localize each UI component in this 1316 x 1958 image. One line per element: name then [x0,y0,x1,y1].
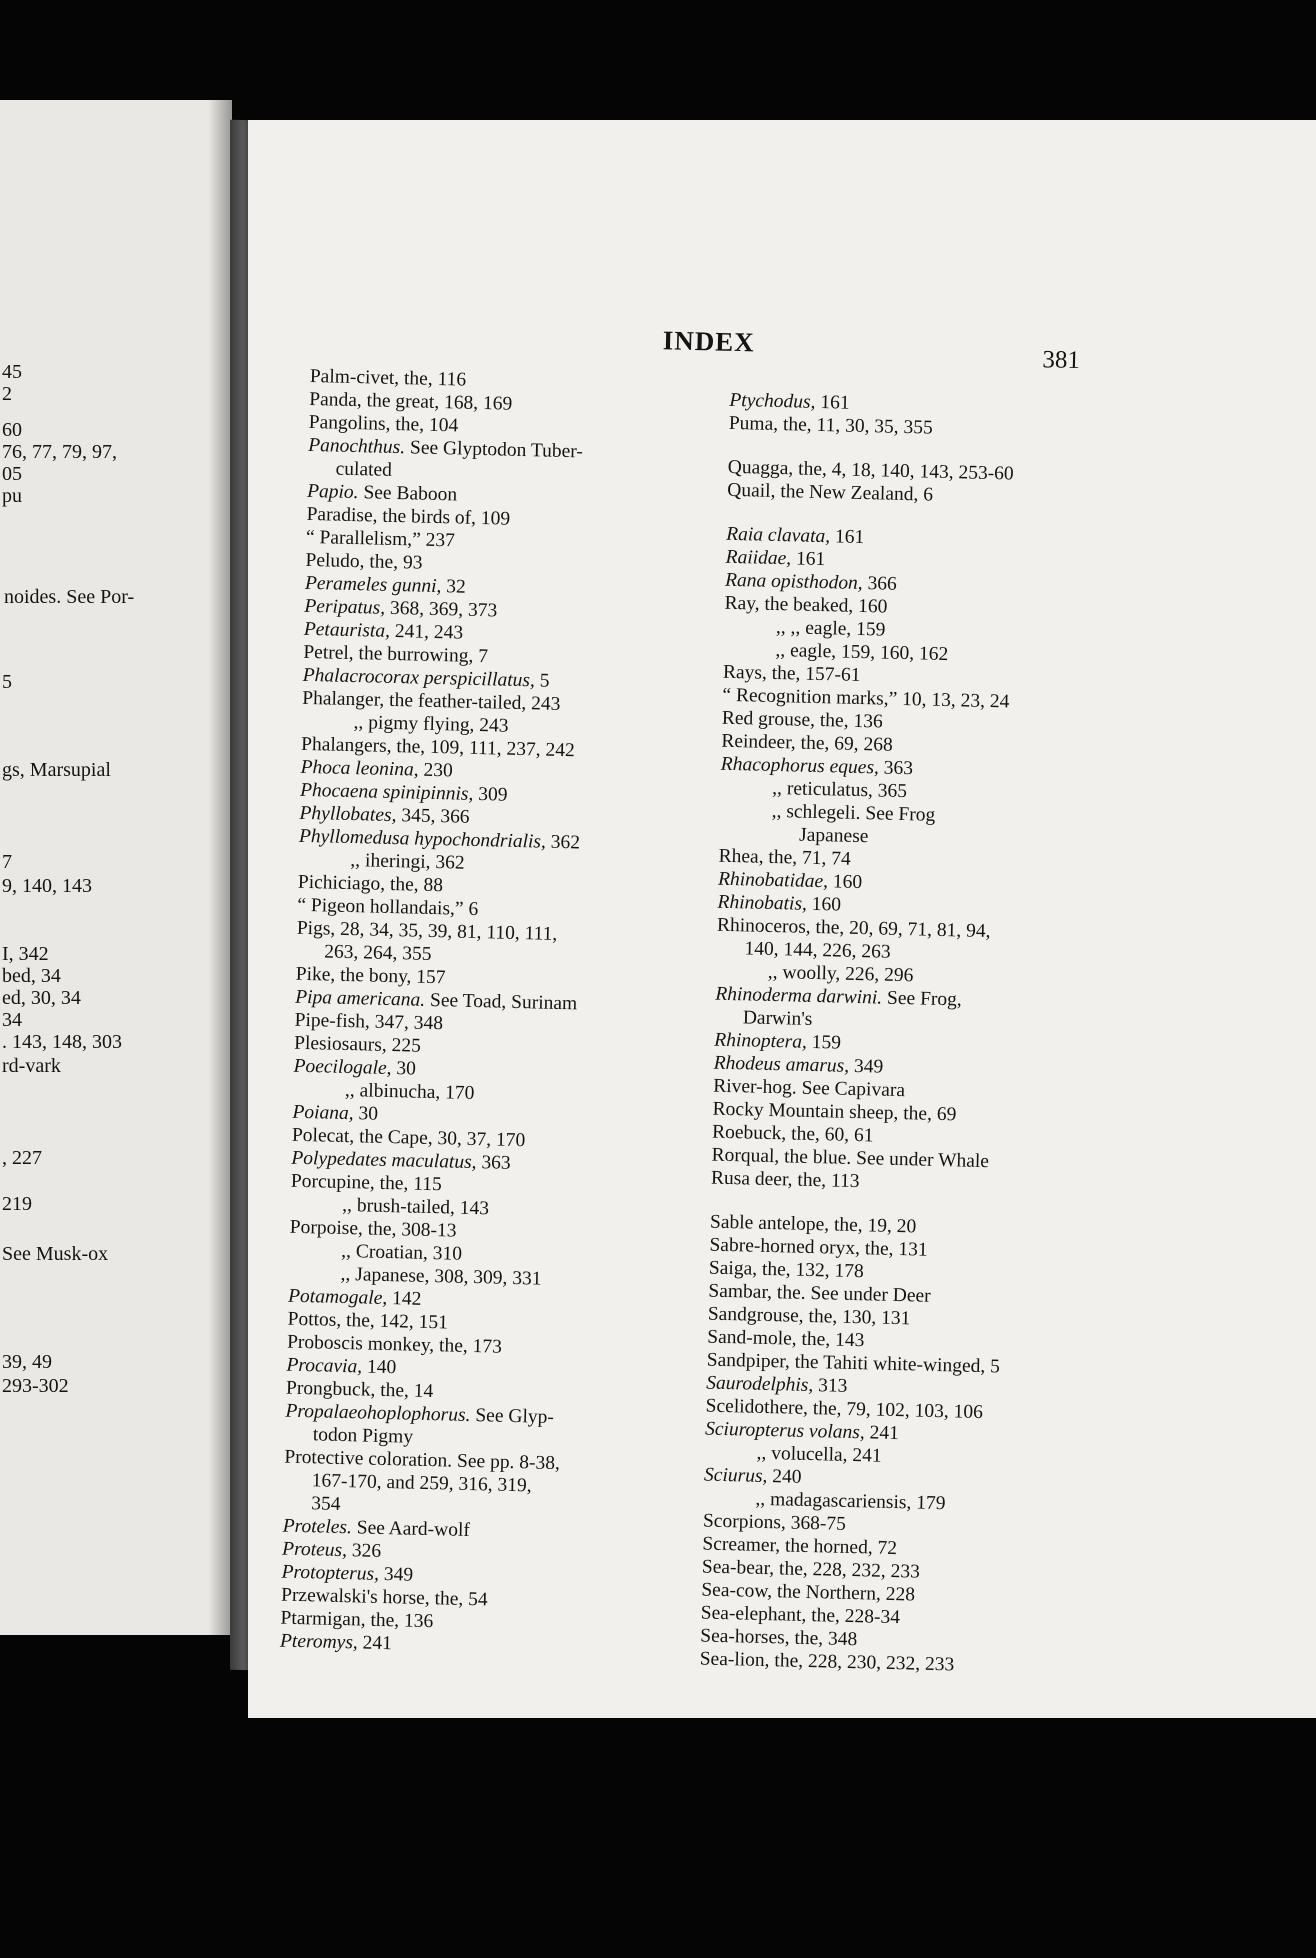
entry-text: 349 [378,1563,414,1586]
entry-text: “ Parallelism,” 237 [305,526,456,552]
entry-text: 309 [473,783,508,806]
entry-text: See Aard-wolf [351,1517,471,1542]
entry-text: 161 [790,548,826,571]
entry-subentry: ,, iheringi, 362 [350,850,465,874]
facing-page-fragment: 76, 77, 79, 97, [2,441,117,463]
entry-text: “ Pigeon hollandais,” 6 [297,894,479,921]
entry-text: 161 [815,391,850,414]
entry-italic-term: Phoca leonina, [300,756,419,781]
left-page [0,100,232,1635]
entry-text: Panda, the great, 168, 169 [309,388,513,415]
facing-page-fragment: 293-302 [2,1375,69,1397]
entry-text: Sandgrouse, the, 130, 131 [707,1303,911,1330]
entry-text: Sable antelope, the, 19, 20 [709,1211,917,1238]
entry-text: 313 [813,1375,848,1397]
entry-text: Rorqual, the blue. See under Whale [711,1144,990,1173]
entry-italic-term: Raiidae, [725,546,792,570]
entry-text: Rusa deer, the, 113 [710,1167,860,1193]
entry-text: See Glyptodon Tuber- [404,437,584,463]
entry-text: Przewalski's horse, the, 54 [280,1584,488,1611]
entry-subentry: ,, Japanese, 308, 309, 331 [340,1263,542,1290]
entry-text: Scorpions, 368-75 [702,1510,847,1535]
entry-text: Protective coloration. See pp. 8-38, [284,1446,561,1475]
entry-text: Sabre-horned oryx, the, 131 [709,1234,928,1261]
entry-text: Ptarmigan, the, 136 [280,1607,434,1633]
entry-text: Sambar, the. See under Deer [708,1280,931,1307]
entry-text: 241 [357,1632,393,1655]
entry-italic-term: Polypedates maculatus, [291,1147,477,1174]
entry-text: Quail, the New Zealand, 6 [727,479,934,506]
entry-subentry: ,, albinucha, 170 [344,1079,475,1105]
entry-text: 230 [418,759,454,782]
entry-text: Reindeer, the, 69, 268 [721,730,893,756]
entry-text: 368, 369, 373 [384,597,498,622]
entry-text: Pigs, 28, 34, 35, 39, 81, 110, 111, [296,917,558,945]
entry-text: 32 [441,576,467,598]
entry-italic-term: Sciuropterus volans, [704,1418,865,1444]
entry-text: Quagga, the, 4, 18, 140, 143, 253-60 [727,456,1014,485]
facing-page-fragment: , 227 [2,1147,42,1169]
entry-text: Pangolins, the, 104 [308,411,459,437]
entry-text: Rays, the, 157-61 [722,661,861,687]
entry-text: Rhea, the, 71, 74 [718,845,851,870]
entry-text: Saiga, the, 132, 178 [708,1257,865,1283]
entry-continuation: todon Pigmy [312,1424,414,1448]
entry-subentry: ,, brush-tailed, 143 [342,1194,490,1220]
entry-text: Paradise, the birds of, 109 [306,503,511,530]
entry-continuation: 167-170, and 259, 316, 319, [311,1470,532,1497]
facing-page-fragment: rd-vark [2,1055,61,1077]
entry-subentry: ,, reticulatus, 365 [772,777,908,803]
entry-text: 241, 243 [389,620,464,644]
entry-italic-term: Procavia, [286,1354,363,1378]
entry-italic-term: Rhinobatis, [717,891,808,915]
facing-page-fragment: 45 [2,361,22,383]
entry-italic-term: Ptychodus, [729,389,816,413]
entry-italic-term: Propalaeohoplophorus. [285,1400,471,1427]
entry-text: Phalangers, the, 109, 111, 237, 242 [300,733,576,762]
entry-text: 160 [827,871,863,894]
facing-page-fragment: noides. See Por- [4,586,135,608]
entry-text: Porpoise, the, 308-13 [289,1216,457,1242]
entry-italic-term: Proteles. [282,1515,353,1539]
entry-text: Proboscis monkey, the, 173 [286,1331,503,1358]
index-column-right [699,389,1139,1680]
facing-page-fragment: 2 [2,383,12,405]
entry-italic-term: Phalacrocorax perspicillatus, [302,664,536,692]
entry-text: Polecat, the Cape, 30, 37, 170 [291,1124,526,1152]
entry-text: Sea-elephant, the, 228-34 [700,1602,901,1629]
entry-text: 241 [864,1422,900,1445]
facing-page-fragment: . 143, 148, 303 [2,1031,122,1053]
facing-page-fragment: 7 [2,851,12,873]
entry-text: 362 [545,831,581,854]
entry-italic-term: Peripatus, [304,595,386,619]
facing-page-fragment: 5 [2,671,12,693]
entry-subentry: ,, ,, eagle, 159 [775,617,886,641]
entry-italic-term: Protopterus, [281,1561,380,1585]
entry-text: 366 [862,573,898,595]
entry-text: Sandpiper, the Tahiti white-winged, 5 [706,1349,1001,1378]
entry-text: Prongbuck, the, 14 [285,1377,434,1403]
facing-page-fragment: ed, 30, 34 [2,987,81,1009]
entry-text: Roebuck, the, 60, 61 [711,1121,874,1147]
entry-text: Rhinoceros, the, 20, 69, 71, 81, 94, [716,914,991,943]
entry-continuation: 263, 264, 355 [324,941,432,965]
entry-text: Rocky Mountain sheep, the, 69 [712,1098,957,1126]
entry-text: 160 [806,893,842,916]
entry-italic-term: Pipa americana. [294,986,426,1011]
entry-text: Peludo, the, 93 [305,549,423,574]
entry-text: Sea-cow, the Northern, 228 [701,1579,916,1606]
facing-page-fragment: I, 342 [2,943,49,965]
entry-text: Pottos, the, 142, 151 [287,1308,449,1334]
entry-text: 345, 366 [396,805,470,828]
entry-text: Petrel, the burrowing, 7 [303,641,489,668]
entry-continuation: Japanese [798,824,869,848]
page-content [248,120,1316,1718]
index-entry [283,1446,665,1524]
page-number: 381 [1042,346,1081,375]
entry-italic-term: Rhinoptera, [714,1029,808,1053]
facing-page-fragment: See Musk-ox [2,1243,109,1265]
entry-text: Plesiosaurs, 225 [293,1032,422,1057]
entry-text: Pike, the bony, 157 [295,963,446,989]
entry-text: See Frog, [881,987,963,1011]
entry-text: 363 [476,1152,511,1174]
facing-page-fragment: 219 [2,1193,32,1215]
entry-text: Scelidothere, the, 79, 102, 103, 106 [705,1395,984,1424]
facing-page-fragment: 60 [2,419,22,441]
entry-italic-term: Rhodeus amarus, [713,1052,850,1077]
entry-text: River-hog. See Capivara [712,1075,906,1102]
entry-text: “ Recognition marks,” 10, 13, 23, 24 [722,684,1010,713]
entry-subentry: ,, volucella, 241 [756,1442,882,1467]
entry-text: Red grouse, the, 136 [721,707,883,733]
entry-italic-term: Phyllobates, [299,802,397,827]
facing-page-fragment: gs, Marsupial [2,759,111,781]
facing-page-fragment: 39, 49 [2,1351,52,1373]
entry-text: Sea-lion, the, 228, 230, 232, 233 [699,1648,955,1676]
entry-text: Puma, the, 11, 30, 35, 355 [728,412,934,439]
entry-italic-term: Potamogale, [287,1285,388,1310]
entry-italic-term: Phyllomedusa hypochondrialis, [298,825,547,853]
entry-italic-term: Phocaena spinipinnis, [299,779,474,805]
entry-text: 159 [806,1031,842,1054]
entry-subentry: ,, schlegeli. See Frog [771,800,936,826]
entry-continuation: culated [335,458,393,481]
entry-text: Sea-bear, the, 228, 232, 233 [701,1556,921,1583]
facing-page-fragment: bed, 34 [2,965,61,987]
entry-italic-term: Perameles gunni, [304,572,442,598]
page-title: INDEX [662,325,756,358]
entry-text: Ray, the beaked, 160 [724,592,888,618]
entry-text: 161 [829,526,865,549]
facing-page-fragment: 34 [2,1009,22,1031]
right-page [248,120,1316,1718]
entry-italic-term: Saurodelphis, [705,1372,814,1397]
entry-text: 5 [534,670,550,692]
entry-subentry: ,, madagascariensis, 179 [755,1488,946,1515]
entry-italic-term: Raia clavata, [725,523,831,548]
entry-italic-term: Rhinobatidae, [717,868,829,893]
entry-italic-term: Pteromys, [279,1630,359,1654]
index-column-left [280,365,690,1662]
entry-subentry: ,, eagle, 159, 160, 162 [775,639,949,666]
entry-text: Sea-horses, the, 348 [700,1625,858,1651]
entry-italic-term: Papio. [306,480,359,504]
entry-text: 142 [386,1288,422,1310]
entry-text: Pipe-fish, 347, 348 [294,1009,444,1035]
entry-text: Pichiciago, the, 88 [297,871,444,897]
entry-italic-term: Rhinoderma darwini. [715,983,883,1009]
entry-continuation: 354 [311,1493,341,1515]
entry-italic-term: Petaurista, [303,618,391,642]
facing-page-fragment: 05 [2,463,22,485]
entry-italic-term: Proteus, [281,1538,348,1562]
entry-text: Porcupine, the, 115 [290,1170,442,1196]
entry-continuation: Darwin's [742,1007,813,1030]
entry-text: 349 [848,1055,884,1078]
entry-text: Palm-civet, the, 116 [309,365,467,391]
entry-italic-term: Poiana, [292,1101,354,1125]
entry-continuation: 140, 144, 226, 263 [744,938,891,963]
entry-italic-term: Rhacophorus eques, [720,753,880,779]
entry-italic-term: Rana opisthodon, [724,569,863,595]
entry-text: Screamer, the horned, 72 [702,1533,898,1560]
entry-text: See Glyp- [470,1405,555,1428]
entry-italic-term: Panochthus. [307,434,406,459]
facing-page-fragment: 9, 140, 143 [2,875,92,897]
entry-text: 140 [361,1356,397,1379]
entry-text: 30 [353,1103,379,1125]
entry-text: 363 [878,757,914,780]
entry-text: See Baboon [358,482,458,506]
entry-text: See Toad, Surinam [424,989,578,1015]
entry-subentry: ,, Croatian, 310 [340,1240,463,1265]
entry-italic-term: Sciurus, [703,1464,768,1488]
entry-text: Phalanger, the feather-tailed, 243 [301,687,561,715]
entry-subentry: ,, pigmy flying, 243 [353,712,509,737]
entry-italic-term: Poecilogale, [293,1055,392,1080]
facing-page-fragment: pu [2,485,22,507]
entry-subentry: ,, woolly, 226, 296 [767,961,914,987]
entry-text: Sand-mole, the, 143 [707,1326,865,1352]
entry-text: 326 [346,1540,382,1562]
entry-text: 240 [767,1466,802,1488]
entry-text: 30 [391,1058,417,1080]
